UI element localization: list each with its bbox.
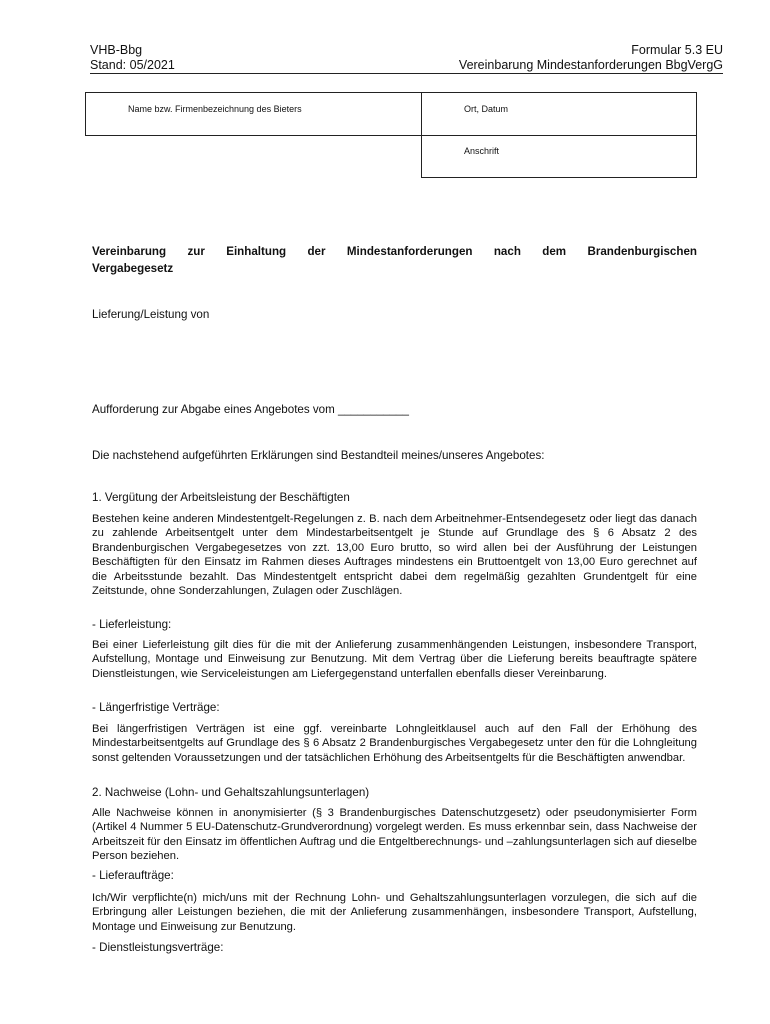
section-1-longterm-text: Bei längerfristigen Verträgen ist eine ggf. vereinbarte Lohngleitklausel auch auf den Fall der Erhöhung des Mindestarbeitsentgelts auf Grundlage des § 6 Absatz 2 Brandenburgisches Vergabegesetz unter den für die Lohngleitung sonst geltenden Voraussetzungen und der tatsächlichen Erhöhung des Arbeitsentgelts für die Beschäftigten anwendbar. <box>92 723 697 764</box>
section-1-delivery-text: Bei einer Lieferleistung gilt dies für die mit der Anlieferung zusammenhängenden Leistungen, insbesondere Transport, Aufstellung, Montage und Einweisung zur Benutzung. Mit dem Vertrag über die Lieferung bereits beauftragte spätere Dienstleistungen, wie Serviceleistungen am Liefergegenstand unterfallen ebenfalls dieser Vereinbarung. <box>92 639 697 680</box>
form-title: Vereinbarung Mindestanforderungen BbgVergG <box>458 58 723 72</box>
document-title <box>92 243 697 277</box>
section-1-paragraph: Bestehen keine anderen Mindestentgelt-Regelungen z. B. nach dem Arbeitnehmer-Entsendegesetz oder liegt das danach zu zahlende Arbeitsentgelt unter dem Mindestarbeitsentgelt je Stunde auf Grundlage des § 6 Absatz 2 des Brandenburgischen Vergabegesetzes von zzt. 13,00 Euro brutto, so wird allen bei der Ausführung der Leistungen Beschäftigten für den Einsatz im Rahmen dieses Auftrages mindestens ein Bruttoentgelt von 13,00 Euro gerechnet auf die Arbeitsstunde bezahlt. Das Mindestentgelt entspricht dabei dem regelmäßig gezahlten Grundentgelt für eine Zeitstunde, ohne Sonderzahlungen, Zulagen oder Zuschlägen. <box>92 513 697 598</box>
title-line-2: Vergabegesetz <box>92 262 174 275</box>
section-1-delivery-heading: - Lieferleistung: <box>92 618 172 631</box>
section-2-services-heading: - Dienstleistungsverträge: <box>92 941 224 954</box>
title-line-1: Vereinbarung zur Einhaltung der Mindestanforderungen nach dem Brandenburgischen <box>92 245 697 258</box>
address-field[interactable] <box>421 135 697 178</box>
version-date: Stand: 05/2021 <box>90 58 175 72</box>
bidder-name-field[interactable] <box>85 92 422 136</box>
section-2-delivery-text: Ich/Wir verpflichte(n) mich/uns mit der Rechnung Lohn- und Gehaltszahlungsunterlagen vorzulegen, die sich auf die Erbringung aller Leistungen beziehen, die mit der Anlieferung zusammenhängen, insbesondere Transport, Aufstellung, Montage und Einweisung zur Benutzung. <box>92 892 697 933</box>
delivery-label: Lieferung/Leistung von <box>92 308 210 321</box>
header-divider <box>90 73 723 74</box>
bidder-info-fields <box>85 92 697 178</box>
section-2-delivery-heading: - Lieferaufträge: <box>92 869 174 882</box>
section-2-paragraph: Alle Nachweise können in anonymisierter (§ 3 Brandenburgisches Datenschutzgesetz) oder pseudonymisierter Form (Artikel 4 Nummer 5 EU-Datenschutz-Grundverordnung) vorgelegt werden. Es muss erkennbar sein, dass Nachweise der Arbeitszeit für den Einsatz im öffentlichen Auftrag und die Entgeltberechnungs- und –zahlungsunterlagen sich auf dieselbe Person beziehen. <box>92 807 697 863</box>
document-header-right <box>459 43 723 73</box>
intro-text: Die nachstehend aufgeführten Erklärungen sind Bestandteil meines/unseres Angebotes: <box>92 449 545 462</box>
section-1-heading: 1. Vergütung der Arbeitsleistung der Beschäftigten <box>92 491 350 504</box>
section-1-longterm-heading: - Längerfristige Verträge: <box>92 701 220 714</box>
place-date-label: Ort, Datum <box>464 104 509 114</box>
bidder-name-label: Name bzw. Firmenbezeichnung des Bieters <box>128 104 302 114</box>
place-date-field[interactable] <box>421 92 697 136</box>
invitation-line: Aufforderung zur Abgabe eines Angebotes vom ___________ <box>92 403 409 416</box>
section-2-heading: 2. Nachweise (Lohn- und Gehaltszahlungsunterlagen) <box>92 786 370 799</box>
form-number: Formular 5.3 EU <box>631 43 723 57</box>
handbook-name: VHB-Bbg <box>90 43 143 57</box>
document-header-left <box>90 43 175 73</box>
address-label: Anschrift <box>464 146 500 156</box>
